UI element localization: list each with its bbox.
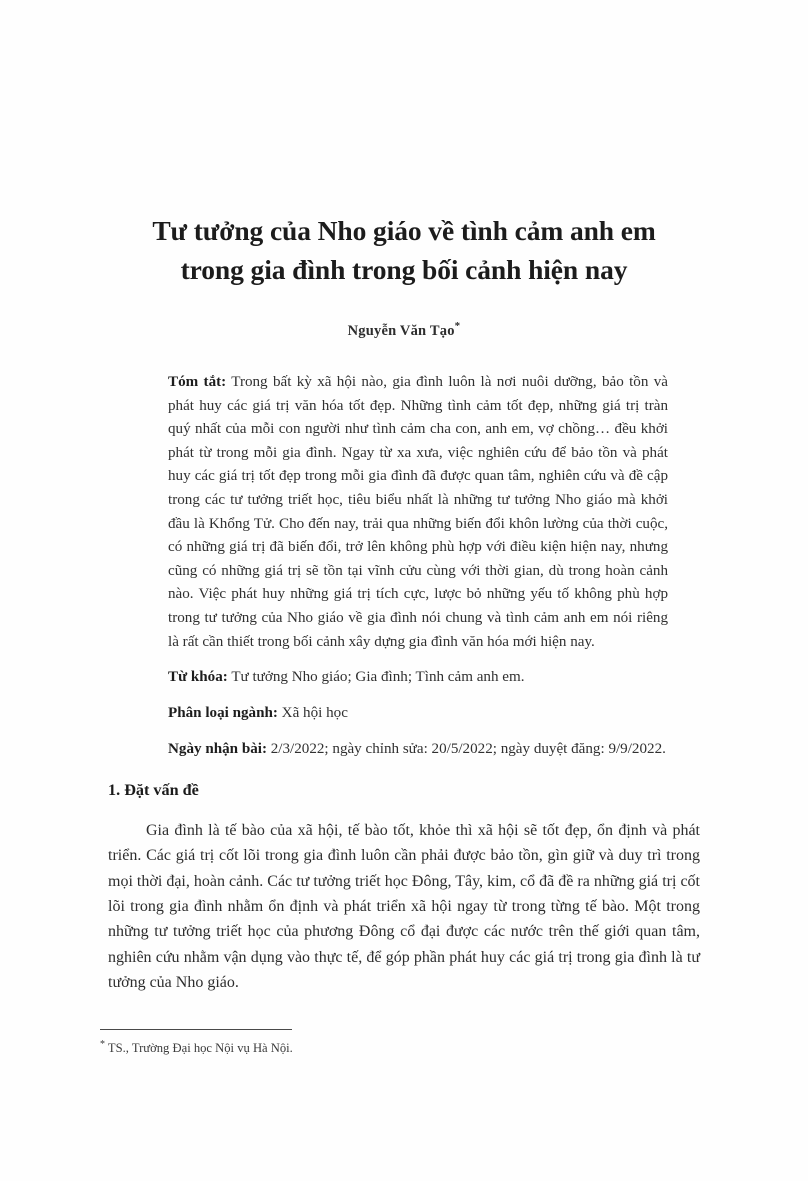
keywords-text: Tư tưởng Nho giáo; Gia đình; Tình cảm anh em.: [227, 669, 525, 686]
author-footnote-marker: *: [454, 320, 461, 332]
footnote-marker: *: [100, 1039, 105, 1050]
footnote-text: TS., Trường Đại học Nội vụ Hà Nội.: [105, 1041, 293, 1056]
page-title-line-1: Tư tưởng của Nho giáo về tình cảm anh em: [152, 215, 656, 246]
keywords-line: [168, 654, 668, 690]
page-title: [108, 212, 700, 289]
page-title-line-2: trong gia đình trong bối cảnh hiện nay: [180, 253, 628, 285]
dates-text: 2/3/2022; ngày chỉnh sửa: 20/5/2022; ngày duyệt đăng: 9/9/2022.: [266, 740, 666, 757]
footnote: [100, 1038, 660, 1058]
footnote-separator-rule: [100, 1029, 292, 1030]
classification-text: Xã hội học: [277, 704, 348, 721]
author-byline: [108, 320, 700, 340]
abstract-label: Tóm tắt:: [168, 374, 227, 390]
dates-label: Ngày nhận bài:: [168, 740, 267, 757]
title-block: [108, 212, 700, 289]
body-block: [108, 818, 700, 996]
author-name: Nguyễn Văn Tạo: [347, 322, 455, 339]
abstract-block: [168, 371, 668, 761]
abstract-paragraph: [168, 371, 668, 654]
classification-line: [168, 690, 668, 726]
body-paragraph: Gia đình là tế bào của xã hội, tế bào tốt, khỏe thì xã hội sẽ tốt đẹp, ổn định và phát triển. Các giá trị cốt lõi trong gia đình luôn cần phải được bảo tồn, gìn giữ và duy trì trong mọi thời đại, hoàn cảnh. Các tư tưởng triết học Đông, Tây, kim, cổ đã đề ra những giá trị cốt lõi trong gia đình nhằm ổn định và phát triển xã hội ngay từ trong từng tế bào. Một trong những tư tưởng triết học của phương Đông cổ đại được các nước trên thế giới quan tâm, nghiên cứu nhằm vận dụng vào thực tế, để góp phần phát huy các giá trị trong gia đình là tư tưởng của Nho giáo.: [108, 822, 700, 992]
keywords-label: Từ khóa:: [168, 669, 228, 686]
section-heading: 1. Đặt vấn đề: [108, 781, 199, 799]
dates-line: [168, 726, 668, 762]
abstract-text: Trong bất kỳ xã hội nào, gia đình luôn là nơi nuôi dưỡng, bảo tồn và phát huy các giá trị văn hóa tốt đẹp. Những tình cảm tốt đẹp, những giá trị tràn quý nhất của mỗi con người như tình cảm cha con, anh em, vợ chồng… đều khởi phát từ trong mỗi gia đình. Ngay từ xa xưa, việc nghiên cứu để bảo tồn và phát huy các giá trị tốt đẹp trong mỗi gia đình đã được quan tâm, nghiên cứu và đề cập trong các tư tưởng triết học, tiêu biểu nhất là những tư tưởng Nho giáo mà khởi đầu là Khổng Tử. Cho đến nay, trải qua những biến đổi khôn lường của thời cuộc, có những giá trị đã biến đổi, trở lên không phù hợp với điều kiện hiện nay, nhưng cũng có những giá trị sẽ tồn tại vĩnh cửu cùng với thời gian, dù trong hoàn cảnh nào. Việc phát huy những giá trị tích cực, lược bỏ những yếu tố không phù hợp trong tư tưởng của Nho giáo về gia đình nói chung và tình cảm anh em nói riêng là rất cần thiết trong bối cảnh xây dựng gia đình văn hóa mới hiện nay.: [168, 374, 668, 650]
classification-label: Phân loại ngành:: [168, 704, 278, 721]
